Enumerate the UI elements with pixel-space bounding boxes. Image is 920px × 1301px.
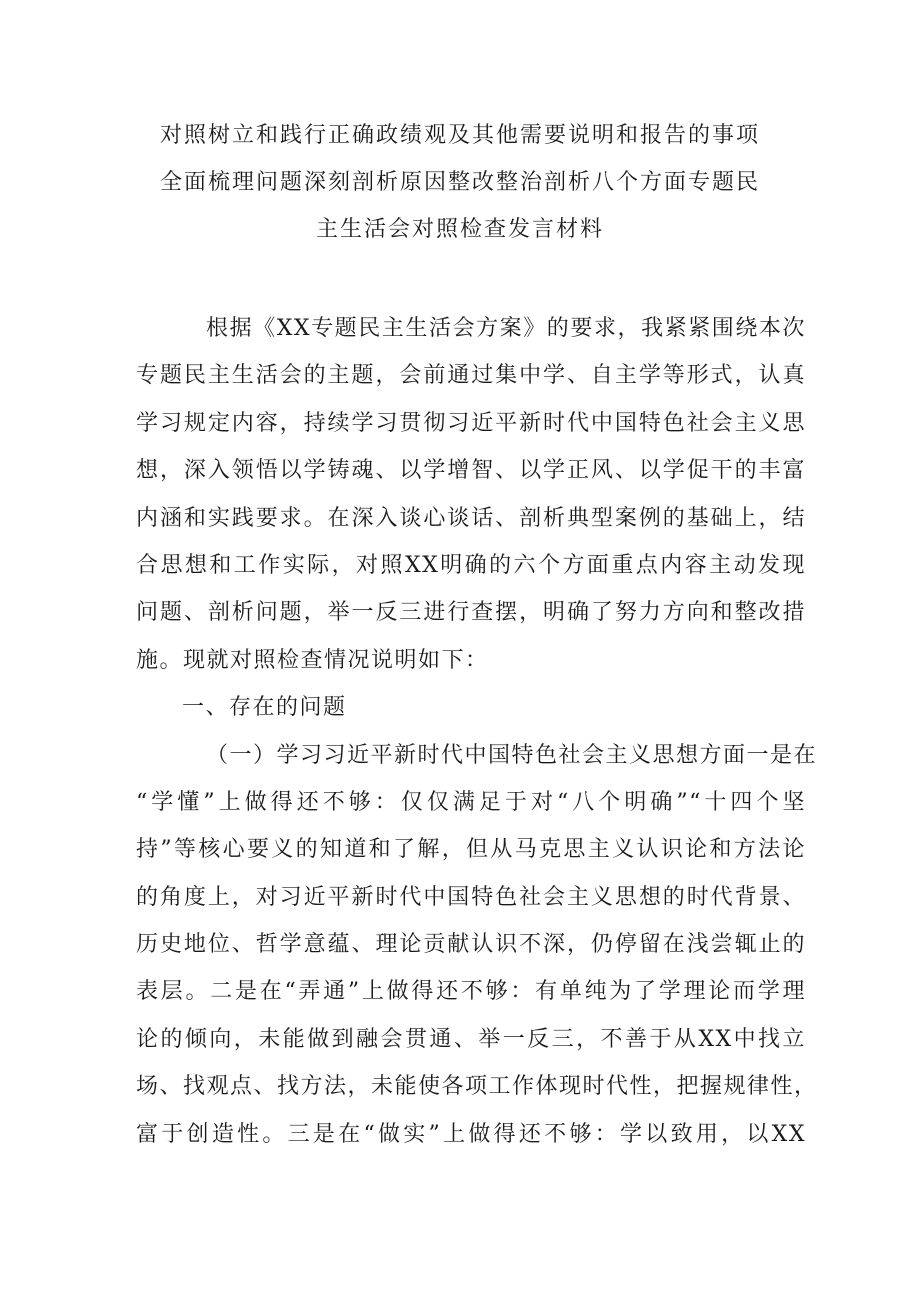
paragraph-1-line-6: 合思想和工作实际，对照XX明确的六个方面重点内容主动发现 — [136, 552, 806, 578]
paragraph-2-line-1: （一）学习习近平新时代中国特色社会主义思想方面一是在 — [206, 742, 818, 768]
paragraph-2-line-5: 历史地位、哲学意蕴、理论贡献认识不深，仍停留在浅尝辄止的 — [136, 932, 806, 958]
paragraph-2-line-8: 场、找观点、找方法，未能使各项工作体现时代性，把握规律性， — [136, 1074, 818, 1100]
paragraph-1-line-7: 问题、剖析问题，举一反三进行查摆，明确了努力方向和整改措 — [136, 600, 806, 626]
paragraph-1-line-4: 想，深入领悟以学铸魂、以学增智、以学正风、以学促干的丰富 — [136, 458, 806, 484]
paragraph-1-line-8: 施。现就对照检查情况说明如下： — [136, 647, 489, 673]
paragraph-1-line-1: 根据《XX专题民主生活会方案》的要求，我紧紧围绕本次 — [206, 316, 806, 341]
document-body — [136, 305, 818, 1158]
paragraph-2-line-2: “学懂”上做得还不够：仅仅满足于对“八个明确”“十四个坚 — [136, 789, 806, 815]
section-heading: 一、存在的问题 — [182, 695, 347, 721]
title-line-2: 全面梳理问题深刻剖析原因整改整治剖析八个方面专题民 — [159, 170, 760, 195]
paragraph-2-line-9: 富于创造性。三是在“做实”上做得还不够：学以致用，以XX — [136, 1121, 806, 1147]
paragraph-2-line-3: 持”等核心要义的知道和了解，但从马克思主义认识论和方法论 — [136, 837, 806, 863]
paragraph-2-line-6: 表层。二是在“弄通”上做得还不够：有单纯为了学理论而学理 — [136, 979, 806, 1005]
title-line-1: 对照树立和践行正确政绩观及其他需要说明和报告的事项 — [159, 123, 760, 148]
paragraph-1-line-5: 内涵和实践要求。在深入谈心谈话、剖析典型案例的基础上，结 — [136, 505, 806, 531]
document-title — [120, 112, 800, 253]
paragraph-1-line-2: 专题民主生活会的主题，会前通过集中学、自主学等形式，认真 — [136, 363, 806, 389]
paragraph-2-line-7: 论的倾向，未能做到融会贯通、举一反三，不善于从XX中找立 — [136, 1026, 806, 1052]
title-line-3: 主生活会对照检查发言材料 — [315, 217, 604, 242]
paragraph-2-line-4: 的角度上，对习近平新时代中国特色社会主义思想的时代背景、 — [136, 884, 806, 910]
paragraph-1-line-3: 学习规定内容，持续学习贯彻习近平新时代中国特色社会主义思 — [136, 410, 806, 436]
